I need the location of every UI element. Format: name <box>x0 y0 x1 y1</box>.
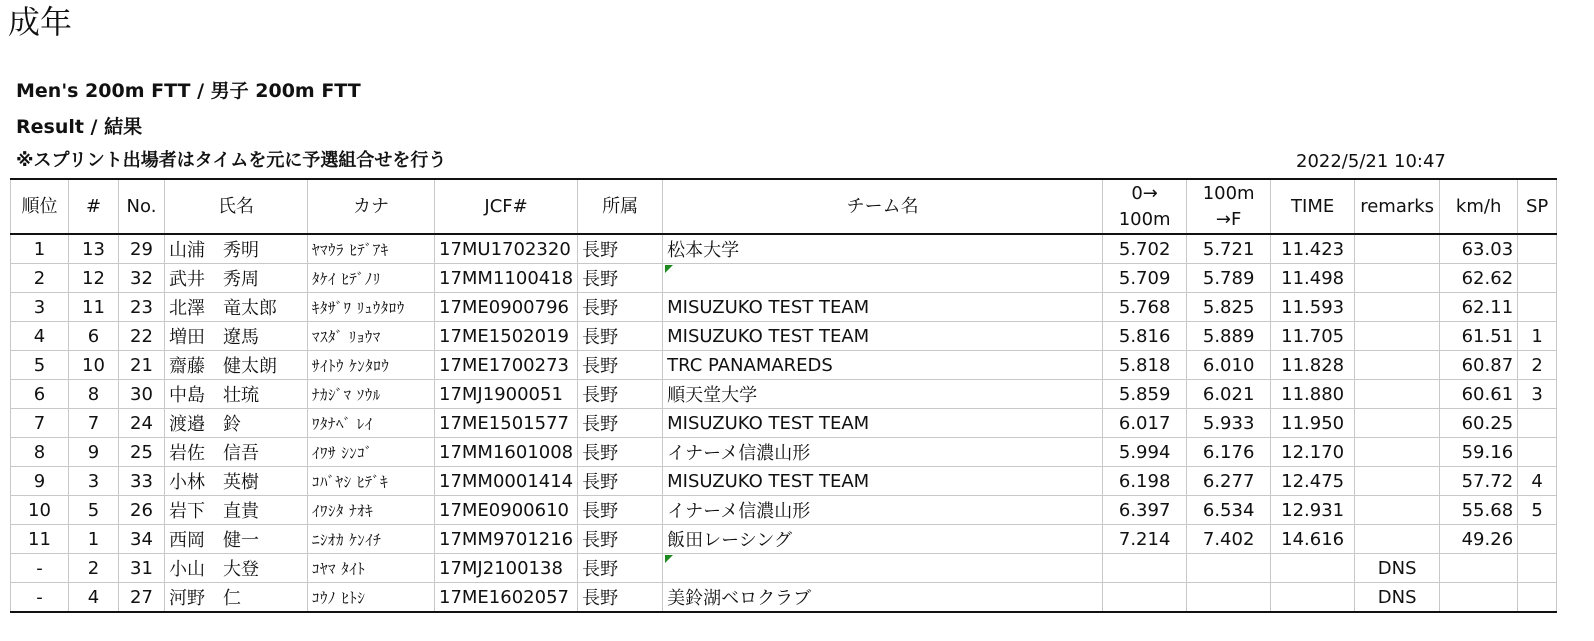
cell-team: MISUZUKO TEST TEAM <box>663 467 1103 496</box>
header-split1 <box>1103 179 1187 234</box>
cell-affiliation: 長野 <box>578 351 663 380</box>
cell-name: 齋藤 健太朗 <box>165 351 308 380</box>
header-split2-line2: →F <box>1215 208 1242 230</box>
cell-name: 西岡 健一 <box>165 525 308 554</box>
cell-kana: ﾀｹｲ ﾋﾃﾞﾉﾘ <box>308 264 435 293</box>
cell-jcf: 17ME1502019 <box>435 322 578 351</box>
cell-kmh: 55.68 <box>1440 496 1518 525</box>
cell-split2 <box>1187 554 1271 583</box>
cell-name: 中島 壮琉 <box>165 380 308 409</box>
cell-split2: 6.176 <box>1187 438 1271 467</box>
cell-name: 増田 遼馬 <box>165 322 308 351</box>
cell-sp <box>1518 525 1557 554</box>
cell-affiliation: 長野 <box>578 234 663 264</box>
cell-name: 武井 秀周 <box>165 264 308 293</box>
cell-rank: 4 <box>11 322 69 351</box>
cell-remarks <box>1355 380 1440 409</box>
cell-jcf: 17ME1700273 <box>435 351 578 380</box>
cell-affiliation: 長野 <box>578 409 663 438</box>
cell-split1: 5.859 <box>1103 380 1187 409</box>
cell-split2: 7.402 <box>1187 525 1271 554</box>
cell-remarks <box>1355 467 1440 496</box>
cell-rank: 8 <box>11 438 69 467</box>
cell-remarks <box>1355 264 1440 293</box>
cell-affiliation: 長野 <box>578 467 663 496</box>
cell-no: 23 <box>119 293 165 322</box>
cell-remarks: DNS <box>1355 583 1440 613</box>
cell-no: 32 <box>119 264 165 293</box>
cell-split1 <box>1103 583 1187 613</box>
cell-affiliation: 長野 <box>578 264 663 293</box>
cell-split2: 5.889 <box>1187 322 1271 351</box>
cell-split1 <box>1103 554 1187 583</box>
cell-remarks <box>1355 409 1440 438</box>
cell-no: 24 <box>119 409 165 438</box>
table-row <box>11 554 1557 583</box>
cell-kmh: 61.51 <box>1440 322 1518 351</box>
cell-jcf: 17MJ2100138 <box>435 554 578 583</box>
cell-time: 11.498 <box>1271 264 1355 293</box>
cell-sp: 5 <box>1518 496 1557 525</box>
table-row <box>11 467 1557 496</box>
cell-kana: ﾔﾏｳﾗ ﾋﾃﾞｱｷ <box>308 234 435 264</box>
result-title: Result / 結果 <box>16 116 143 138</box>
cell-kana: ﾅｶｼﾞﾏ ｿｳﾙ <box>308 380 435 409</box>
cell-rank: 1 <box>11 234 69 264</box>
cell-split1: 5.709 <box>1103 264 1187 293</box>
header-split1-line1: 0→ <box>1131 182 1158 204</box>
cell-time <box>1271 583 1355 613</box>
cell-jcf: 17ME0900796 <box>435 293 578 322</box>
cell-split1: 6.397 <box>1103 496 1187 525</box>
cell-no: 25 <box>119 438 165 467</box>
cell-team: イナーメ信濃山形 <box>663 438 1103 467</box>
cell-kmh: 60.61 <box>1440 380 1518 409</box>
cell-time: 11.828 <box>1271 351 1355 380</box>
cell-jcf: 17MM1100418 <box>435 264 578 293</box>
cell-rank: 7 <box>11 409 69 438</box>
cell-hash: 3 <box>69 467 119 496</box>
cell-jcf: 17ME1501577 <box>435 409 578 438</box>
header-rank: 順位 <box>11 179 69 234</box>
header-name: 氏名 <box>165 179 308 234</box>
cell-affiliation: 長野 <box>578 438 663 467</box>
cell-name: 小林 英樹 <box>165 467 308 496</box>
cell-kmh: 49.26 <box>1440 525 1518 554</box>
cell-time: 14.616 <box>1271 525 1355 554</box>
header-no: No. <box>119 179 165 234</box>
cell-rank: 3 <box>11 293 69 322</box>
cell-remarks <box>1355 293 1440 322</box>
cell-split2: 6.534 <box>1187 496 1271 525</box>
cell-hash: 5 <box>69 496 119 525</box>
cell-affiliation: 長野 <box>578 322 663 351</box>
cell-affiliation: 長野 <box>578 496 663 525</box>
cell-sp: 3 <box>1518 380 1557 409</box>
cell-time: 11.950 <box>1271 409 1355 438</box>
cell-jcf: 17MM1601008 <box>435 438 578 467</box>
cell-kmh: 62.62 <box>1440 264 1518 293</box>
cell-split1: 5.818 <box>1103 351 1187 380</box>
cell-hash: 11 <box>69 293 119 322</box>
cell-time: 12.931 <box>1271 496 1355 525</box>
table-row <box>11 380 1557 409</box>
header-kana: カナ <box>308 179 435 234</box>
cell-kmh: 63.03 <box>1440 234 1518 264</box>
page-title: 成年 <box>8 3 73 41</box>
cell-team: MISUZUKO TEST TEAM <box>663 322 1103 351</box>
cell-affiliation: 長野 <box>578 380 663 409</box>
cell-no: 29 <box>119 234 165 264</box>
header-sp: SP <box>1518 179 1557 234</box>
cell-team: イナーメ信濃山形 <box>663 496 1103 525</box>
cell-kana: ﾜﾀﾅﾍﾞ ﾚｲ <box>308 409 435 438</box>
header-hash: # <box>69 179 119 234</box>
cell-kana: ﾏｽﾀﾞ ﾘｮｳﾏ <box>308 322 435 351</box>
cell-affiliation: 長野 <box>578 293 663 322</box>
cell-remarks <box>1355 322 1440 351</box>
cell-team: TRC PANAMAREDS <box>663 351 1103 380</box>
cell-team: 飯田レーシング <box>663 525 1103 554</box>
cell-sp: 2 <box>1518 351 1557 380</box>
cell-kana: ｲﾜｼﾀ ﾅｵｷ <box>308 496 435 525</box>
cell-time: 12.170 <box>1271 438 1355 467</box>
cell-time: 11.880 <box>1271 380 1355 409</box>
cell-name: 岩佐 信吾 <box>165 438 308 467</box>
header-time: TIME <box>1271 179 1355 234</box>
table-row <box>11 293 1557 322</box>
cell-affiliation: 長野 <box>578 554 663 583</box>
cell-time: 12.475 <box>1271 467 1355 496</box>
table-row <box>11 351 1557 380</box>
cell-affiliation: 長野 <box>578 583 663 613</box>
cell-team <box>663 554 1103 583</box>
cell-team: 順天堂大学 <box>663 380 1103 409</box>
cell-remarks <box>1355 438 1440 467</box>
results-table <box>10 178 1557 613</box>
cell-split1: 5.768 <box>1103 293 1187 322</box>
cell-split1: 5.816 <box>1103 322 1187 351</box>
cell-remarks: DNS <box>1355 554 1440 583</box>
cell-sp <box>1518 234 1557 264</box>
timestamp: 2022/5/21 10:47 <box>1296 151 1446 172</box>
cell-sp <box>1518 554 1557 583</box>
cell-team <box>663 264 1103 293</box>
table-row <box>11 409 1557 438</box>
cell-jcf: 17ME1602057 <box>435 583 578 613</box>
cell-split1: 7.214 <box>1103 525 1187 554</box>
cell-remarks <box>1355 496 1440 525</box>
cell-rank: 9 <box>11 467 69 496</box>
cell-split2: 6.277 <box>1187 467 1271 496</box>
table-row <box>11 583 1557 613</box>
cell-split1: 6.017 <box>1103 409 1187 438</box>
table-row <box>11 525 1557 554</box>
cell-sp <box>1518 438 1557 467</box>
cell-sp <box>1518 293 1557 322</box>
cell-kmh <box>1440 583 1518 613</box>
cell-jcf: 17MM9701216 <box>435 525 578 554</box>
cell-kmh <box>1440 554 1518 583</box>
cell-rank: 10 <box>11 496 69 525</box>
cell-no: 27 <box>119 583 165 613</box>
cell-hash: 9 <box>69 438 119 467</box>
cell-affiliation: 長野 <box>578 525 663 554</box>
cell-name: 北澤 竜太郎 <box>165 293 308 322</box>
cell-jcf: 17ME0900610 <box>435 496 578 525</box>
cell-kana: ﾆｼｵｶ ｹﾝｲﾁ <box>308 525 435 554</box>
cell-sp: 1 <box>1518 322 1557 351</box>
cell-hash: 12 <box>69 264 119 293</box>
cell-split1: 5.702 <box>1103 234 1187 264</box>
cell-rank: 2 <box>11 264 69 293</box>
cell-no: 34 <box>119 525 165 554</box>
cell-time: 11.593 <box>1271 293 1355 322</box>
cell-name: 山浦 秀明 <box>165 234 308 264</box>
table-row <box>11 438 1557 467</box>
cell-rank: - <box>11 583 69 613</box>
cell-sp <box>1518 264 1557 293</box>
header-team: チーム名 <box>663 179 1103 234</box>
sprint-note: ※スプリント出場者はタイムを元に予選組合せを行う <box>16 150 447 171</box>
event-title: Men's 200m FTT / 男子 200m FTT <box>16 80 361 102</box>
cell-sp <box>1518 583 1557 613</box>
cell-name: 河野 仁 <box>165 583 308 613</box>
header-split2-line1: 100m <box>1202 182 1255 204</box>
cell-split2 <box>1187 583 1271 613</box>
cell-kmh: 59.16 <box>1440 438 1518 467</box>
cell-rank: 6 <box>11 380 69 409</box>
table-row <box>11 322 1557 351</box>
cell-remarks <box>1355 525 1440 554</box>
cell-team: MISUZUKO TEST TEAM <box>663 409 1103 438</box>
cell-kmh: 62.11 <box>1440 293 1518 322</box>
cell-name: 渡邉 鈴 <box>165 409 308 438</box>
cell-kmh: 60.25 <box>1440 409 1518 438</box>
cell-split1: 6.198 <box>1103 467 1187 496</box>
cell-sp: 4 <box>1518 467 1557 496</box>
table-row <box>11 264 1557 293</box>
cell-hash: 4 <box>69 583 119 613</box>
cell-no: 31 <box>119 554 165 583</box>
header-remarks: remarks <box>1355 179 1440 234</box>
cell-hash: 7 <box>69 409 119 438</box>
cell-kana: ｻｲﾄｳ ｹﾝﾀﾛｳ <box>308 351 435 380</box>
header-jcf: JCF# <box>435 179 578 234</box>
cell-remarks <box>1355 351 1440 380</box>
cell-split2: 5.789 <box>1187 264 1271 293</box>
cell-team: 松本大学 <box>663 234 1103 264</box>
cell-kana: ｺﾊﾞﾔｼ ﾋﾃﾞｷ <box>308 467 435 496</box>
cell-hash: 8 <box>69 380 119 409</box>
cell-split2: 6.010 <box>1187 351 1271 380</box>
cell-team: 美鈴湖ベロクラブ <box>663 583 1103 613</box>
cell-split2: 5.933 <box>1187 409 1271 438</box>
cell-no: 30 <box>119 380 165 409</box>
table-header-row <box>11 179 1557 234</box>
cell-rank: 11 <box>11 525 69 554</box>
cell-no: 33 <box>119 467 165 496</box>
header-split2 <box>1187 179 1271 234</box>
cell-rank: 5 <box>11 351 69 380</box>
cell-sp <box>1518 409 1557 438</box>
cell-jcf: 17MM0001414 <box>435 467 578 496</box>
cell-no: 22 <box>119 322 165 351</box>
cell-hash: 1 <box>69 525 119 554</box>
cell-kana: ｷﾀｻﾞﾜ ﾘｭｳﾀﾛｳ <box>308 293 435 322</box>
header-split1-line2: 100m <box>1118 208 1171 230</box>
cell-hash: 10 <box>69 351 119 380</box>
cell-kmh: 57.72 <box>1440 467 1518 496</box>
cell-no: 26 <box>119 496 165 525</box>
cell-time: 11.705 <box>1271 322 1355 351</box>
cell-hash: 13 <box>69 234 119 264</box>
cell-split1: 5.994 <box>1103 438 1187 467</box>
cell-kana: ｲﾜｻ ｼﾝｺﾞ <box>308 438 435 467</box>
cell-split2: 5.825 <box>1187 293 1271 322</box>
cell-kana: ｺﾔﾏ ﾀｲﾄ <box>308 554 435 583</box>
header-affiliation: 所属 <box>578 179 663 234</box>
cell-split2: 6.021 <box>1187 380 1271 409</box>
cell-jcf: 17MU1702320 <box>435 234 578 264</box>
cell-no: 21 <box>119 351 165 380</box>
table-row <box>11 234 1557 264</box>
table-row <box>11 496 1557 525</box>
cell-time: 11.423 <box>1271 234 1355 264</box>
cell-time <box>1271 554 1355 583</box>
cell-name: 小山 大登 <box>165 554 308 583</box>
cell-name: 岩下 直貴 <box>165 496 308 525</box>
cell-hash: 2 <box>69 554 119 583</box>
cell-rank: - <box>11 554 69 583</box>
cell-hash: 6 <box>69 322 119 351</box>
cell-kana: ｺｳﾉ ﾋﾄｼ <box>308 583 435 613</box>
cell-team: MISUZUKO TEST TEAM <box>663 293 1103 322</box>
cell-jcf: 17MJ1900051 <box>435 380 578 409</box>
cell-split2: 5.721 <box>1187 234 1271 264</box>
cell-remarks <box>1355 234 1440 264</box>
header-kmh: km/h <box>1440 179 1518 234</box>
cell-kmh: 60.87 <box>1440 351 1518 380</box>
